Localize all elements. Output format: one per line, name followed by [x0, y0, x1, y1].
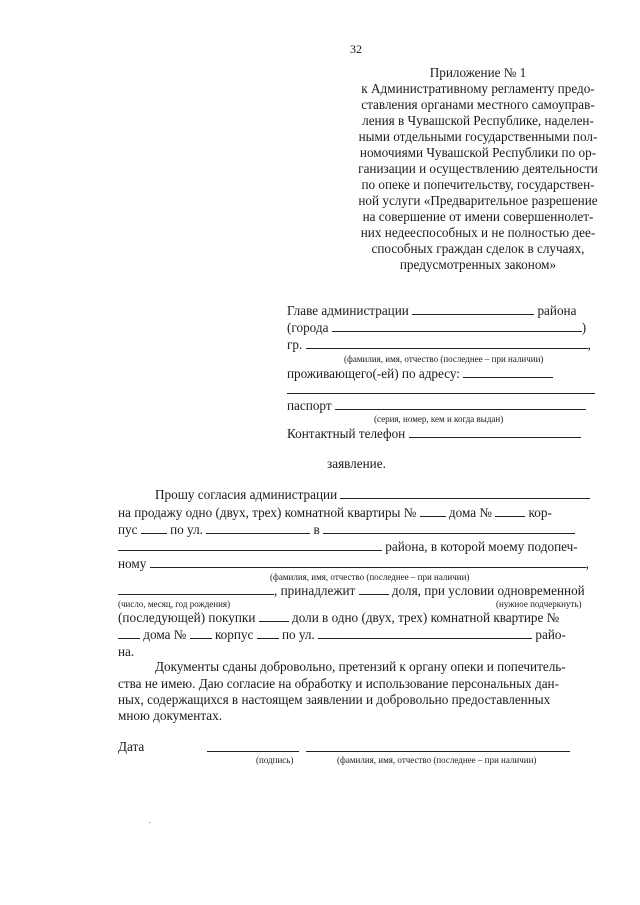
new-house-number-field[interactable]: [190, 627, 212, 639]
body-text: корпус: [214, 627, 254, 642]
locality-field[interactable]: [323, 522, 575, 534]
body-text: по ул.: [281, 627, 315, 642]
citizen-line: [287, 337, 591, 353]
citizen-prefix: гр.: [287, 337, 303, 352]
body-line-4: [118, 539, 578, 555]
purchase-share-field[interactable]: [259, 610, 289, 622]
appendix-line: по опеке и попечительству, государствен-: [361, 177, 595, 192]
signature-hint: (подпись): [256, 755, 294, 765]
address-field-2[interactable]: [287, 382, 595, 394]
body-text: доля, при условии одновременной: [391, 583, 585, 598]
flat-number-field[interactable]: [420, 505, 446, 517]
body-line-3: [118, 522, 575, 538]
body-text: района, в которой моему подопеч-: [385, 539, 578, 554]
scan-speck: [149, 822, 150, 823]
head-suffix: района: [537, 303, 577, 318]
citizen-end: ,: [587, 337, 591, 352]
para2-line: ства не имею. Даю согласие на обработку и использование персональных дан-: [118, 676, 559, 691]
appendix-line: способных граждан сделок в случаях,: [371, 241, 585, 256]
body-line-7: [118, 610, 559, 626]
body-line-9: на.: [118, 644, 135, 659]
phone-line: [287, 426, 581, 442]
new-street-field[interactable]: [318, 627, 532, 639]
head-line: [287, 303, 576, 319]
district-field[interactable]: [118, 539, 382, 551]
phone-field[interactable]: [409, 426, 581, 438]
appendix-line: к Административному регламенту предо-: [361, 81, 595, 96]
city-open: (города: [287, 320, 329, 335]
residing-line: [287, 366, 553, 382]
body-text: Прошу согласия администрации: [155, 487, 338, 502]
body-text: ,: [585, 556, 589, 571]
page-number: 32: [350, 42, 362, 56]
passport-field[interactable]: [335, 398, 586, 410]
body-text: дома №: [143, 627, 187, 642]
residing-label: проживающего(-ей) по адресу:: [287, 366, 460, 381]
building-field[interactable]: [141, 522, 167, 534]
body-line-2: [118, 505, 552, 521]
birth-date-hint: (число, месяц, год рождения): [118, 599, 231, 609]
body-line-1: [155, 487, 590, 503]
share-field[interactable]: [359, 583, 389, 595]
body-line-8: [118, 627, 566, 643]
new-flat-number-field[interactable]: [118, 627, 140, 639]
statement-title: заявление.: [327, 456, 386, 471]
appendix-line: на совершение от имени совершеннолет-: [362, 209, 594, 224]
appendix-line: предусмотренных законом»: [399, 257, 557, 272]
street-field[interactable]: [206, 522, 310, 534]
city-field[interactable]: [332, 320, 582, 332]
head-prefix: Главе администрации: [287, 303, 409, 318]
body-text: на продажу одно (двух, трех) комнатной квартиры №: [118, 505, 417, 520]
body-text: по ул.: [170, 522, 203, 537]
appendix-line: ными отдельными государственными пол-: [358, 129, 598, 144]
new-building-field[interactable]: [257, 627, 279, 639]
passport-hint: (серия, номер, кем и когда выдан): [374, 414, 504, 424]
body-text: в: [313, 522, 320, 537]
passport-line: [287, 398, 586, 414]
appendix-line: ганизации и осуществлению деятельности: [358, 161, 598, 176]
body-text: дома №: [448, 505, 492, 520]
address-field[interactable]: [463, 366, 553, 378]
citizen-fio-field[interactable]: [306, 337, 588, 349]
district-field[interactable]: [412, 303, 534, 315]
body-text: пус: [118, 522, 138, 537]
city-line: [287, 320, 586, 336]
body-text: кор-: [528, 505, 552, 520]
appendix-line: ставления органами местного самоуправ-: [361, 97, 595, 112]
signer-fio-hint: (фамилия, имя, отчество (последнее – при наличии): [337, 755, 537, 765]
para2-line: Документы сданы добровольно, претензий к органу опеки и попечитель-: [155, 659, 566, 674]
appendix-line: ления в Чувашской Республике, наделен-: [362, 113, 594, 128]
body-line-6: [118, 583, 585, 599]
ward-fio-field[interactable]: [150, 556, 586, 568]
body-text: ному: [118, 556, 147, 571]
date-label: Дата: [118, 739, 145, 754]
ward-fio-hint: (фамилия, имя, отчество (последнее – при наличии): [270, 572, 470, 582]
appendix-line: номочиями Чувашской Республики по ор-: [359, 145, 597, 160]
birth-date-field[interactable]: [118, 583, 274, 595]
passport-label: паспорт: [287, 398, 332, 413]
phone-label: Контактный телефон: [287, 426, 406, 441]
appendix-line: них недееспособных и не полностью дее-: [360, 225, 596, 240]
underline-hint: (нужное подчеркнуть): [496, 599, 582, 609]
body-text: , принадлежит: [274, 583, 356, 598]
city-close: ): [581, 320, 587, 335]
administration-field[interactable]: [340, 487, 590, 499]
appendix-line: ной услуги «Предварительное разрешение: [358, 193, 598, 208]
body-line-5: [118, 556, 589, 572]
signature-field[interactable]: [207, 740, 299, 752]
body-text: райо-: [535, 627, 566, 642]
appendix-title: Приложение № 1: [429, 65, 527, 80]
citizen-fio-hint: (фамилия, имя, отчество (последнее – при наличии): [344, 354, 544, 364]
body-text: (последующей) покупки: [118, 610, 256, 625]
signer-fio-field[interactable]: [306, 740, 570, 752]
body-text: доли в одно (двух, трех) комнатной квартире №: [291, 610, 560, 625]
house-number-field[interactable]: [495, 505, 525, 517]
para2-line: мною документах.: [118, 708, 223, 723]
para2-line: ных, содержащихся в настоящем заявлении и добровольно предоставленных: [118, 692, 551, 707]
